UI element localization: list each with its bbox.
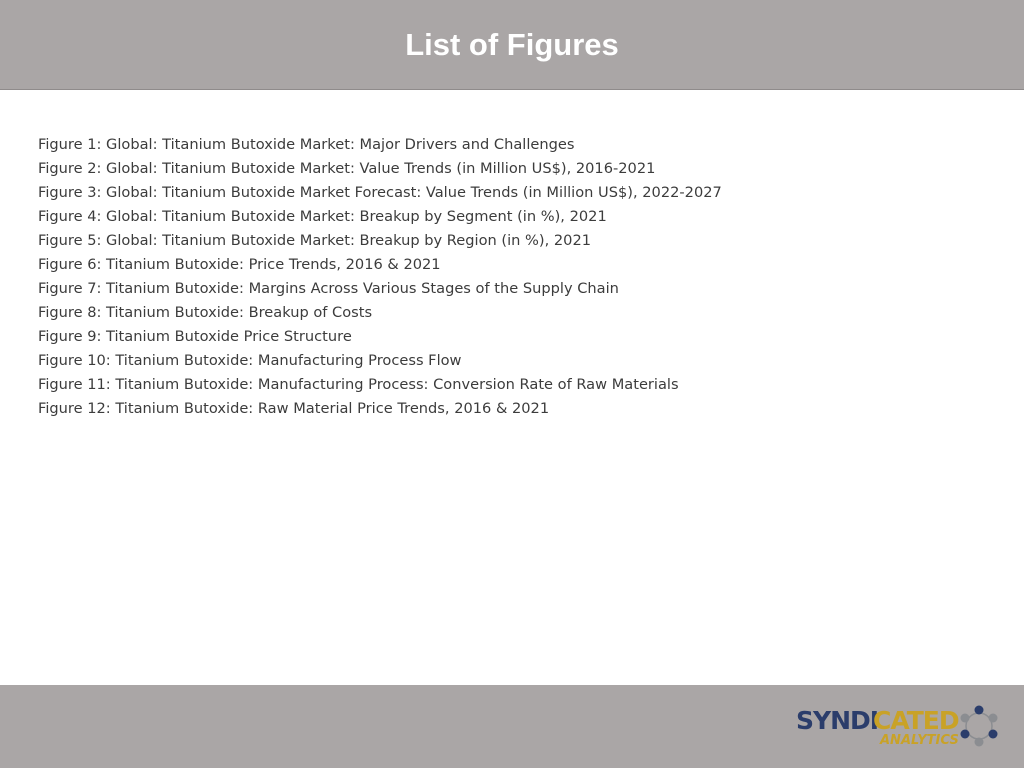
figure-list-item: Figure 9: Titanium Butoxide Price Structure: [38, 328, 352, 345]
figure-list-item: Figure 6: Titanium Butoxide: Price Trends, 2016 & 2021: [38, 256, 441, 273]
logo-word-syndi: SYNDI: [796, 706, 879, 735]
figure-list-item: Figure 4: Global: Titanium Butoxide Market: Breakup by Segment (in %), 2021: [38, 208, 607, 225]
figure-list-item: Figure 5: Global: Titanium Butoxide Market: Breakup by Region (in %), 2021: [38, 232, 592, 249]
figure-list-item: Figure 3: Global: Titanium Butoxide Market Forecast: Value Trends (in Million US$), 2022-2027: [38, 184, 722, 201]
syndicated-analytics-logo: [796, 700, 1004, 750]
figure-list-item: Figure 12: Titanium Butoxide: Raw Material Price Trends, 2016 & 2021: [38, 400, 550, 417]
page-title: List of Figures: [405, 27, 619, 62]
logo-ring-icon: [961, 706, 998, 747]
figure-list-item: Figure 2: Global: Titanium Butoxide Market: Value Trends (in Million US$), 2016-2021: [38, 160, 656, 177]
logo-word-cated: CATED: [873, 706, 959, 735]
figure-list-item: Figure 8: Titanium Butoxide: Breakup of Costs: [38, 304, 373, 321]
figure-list-item: Figure 11: Titanium Butoxide: Manufacturing Process: Conversion Rate of Raw Materials: [38, 376, 679, 393]
figure-list-item: Figure 1: Global: Titanium Butoxide Market: Major Drivers and Challenges: [38, 136, 575, 153]
figure-list: [38, 133, 998, 421]
figure-list-item: Figure 10: Titanium Butoxide: Manufacturing Process Flow: [38, 352, 462, 369]
logo-word-analytics: ANALYTICS: [880, 733, 959, 748]
header-bar: [0, 0, 1024, 90]
figure-list-item: Figure 7: Titanium Butoxide: Margins Across Various Stages of the Supply Chain: [38, 280, 619, 297]
